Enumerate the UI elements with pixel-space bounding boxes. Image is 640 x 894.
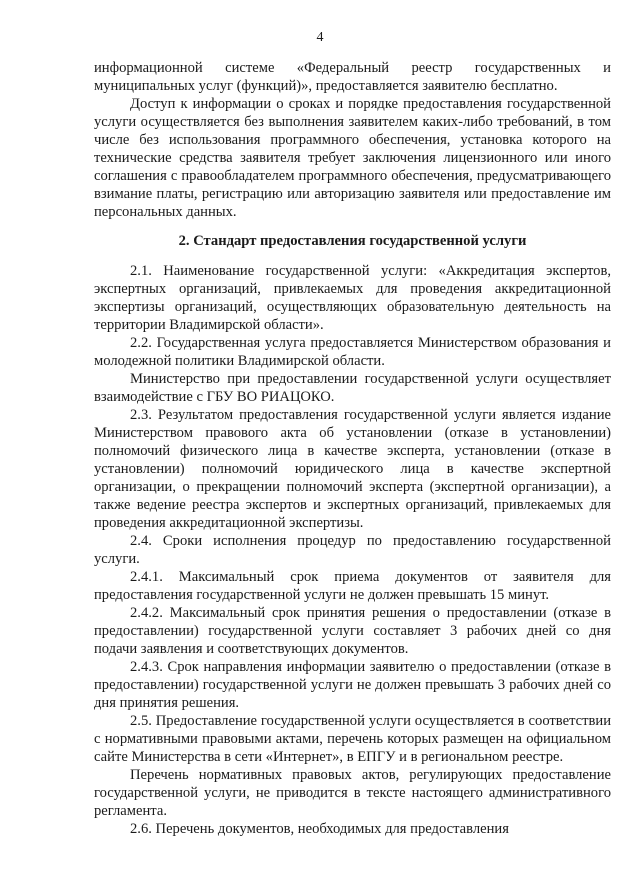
paragraph: 2.2. Государственная услуга предоставляется Министерством образования и молодежной политики Владимирской области.: [94, 335, 611, 369]
section-paragraphs: [94, 262, 611, 838]
paragraph: информационной системе «Федеральный реестр государственных и муниципальных услуг (функций)», предоставляется заявителю бесплатно.: [94, 60, 611, 94]
paragraph: Министерство при предоставлении государственной услуги осуществляет взаимодействие с ГБУ ВО РИАЦОКО.: [94, 371, 611, 405]
paragraph: 2.5. Предоставление государственной услуги осуществляется в соответствии с нормативными правовыми актами, перечень которых размещен на официальном сайте Министерства в сети «Интернет», в ЕПГУ и в региональном реестре.: [94, 713, 611, 765]
paragraph: 2.4. Сроки исполнения процедур по предоставлению государственной услуги.: [94, 533, 611, 567]
intro-paragraphs: [94, 59, 611, 221]
paragraph: 2.4.3. Срок направления информации заявителю о предоставлении (отказе в предоставлении) государственной услуги не должен превышать 3 рабочих дней со дня принятия решения.: [94, 659, 611, 711]
section-title: 2. Стандарт предоставления государственной услуги: [178, 233, 527, 249]
paragraph: 2.6. Перечень документов, необходимых для предоставления: [130, 821, 509, 837]
paragraph: 2.3. Результатом предоставления государственной услуги является издание Министерством правового акта об установлении (отказе в установлении) полномочий физического лица в качестве эксперта, установлении (отказе в установлении) полномочий юридического лица в качестве экспертной организации, о прекращении полномочий эксперта (экспертной организации), а также ведение реестра экспертов и экспертных организаций, привлекаемых для проведения аккредитационной экспертизы.: [94, 407, 611, 531]
paragraph: 2.4.2. Максимальный срок принятия решения о предоставлении (отказе в предоставлении) государственной услуги составляет 3 рабочих дней со дня подачи заявления и соответствующих документов.: [94, 605, 611, 657]
page-number: 4: [316, 30, 324, 45]
paragraph: 2.4.1. Максимальный срок приема документов от заявителя для предоставления государственной услуги не должен превышать 15 минут.: [94, 569, 611, 603]
paragraph: Перечень нормативных правовых актов, регулирующих предоставление государственной услуги, не приводится в тексте настоящего административного регламента.: [94, 767, 611, 819]
document-body: [94, 59, 611, 838]
paragraph: Доступ к информации о сроках и порядке предоставления государственной услуги осуществляется без выполнения заявителем каких-либо требований, в том числе без использования программного обеспечения, установка которого на технические средства заявителя требует заключения лицензионного или иного соглашения с правообладателем программного обеспечения, предусматривающего взимание платы, регистрацию или авторизацию заявителя или предоставление им персональных данных.: [94, 96, 611, 220]
paragraph: 2.1. Наименование государственной услуги: «Аккредитация экспертов, экспертных организаций, привлекаемых для проведения аккредитационной экспертизы организаций, осуществляющих образовательную деятельность на территории Владимирской области».: [94, 263, 611, 333]
